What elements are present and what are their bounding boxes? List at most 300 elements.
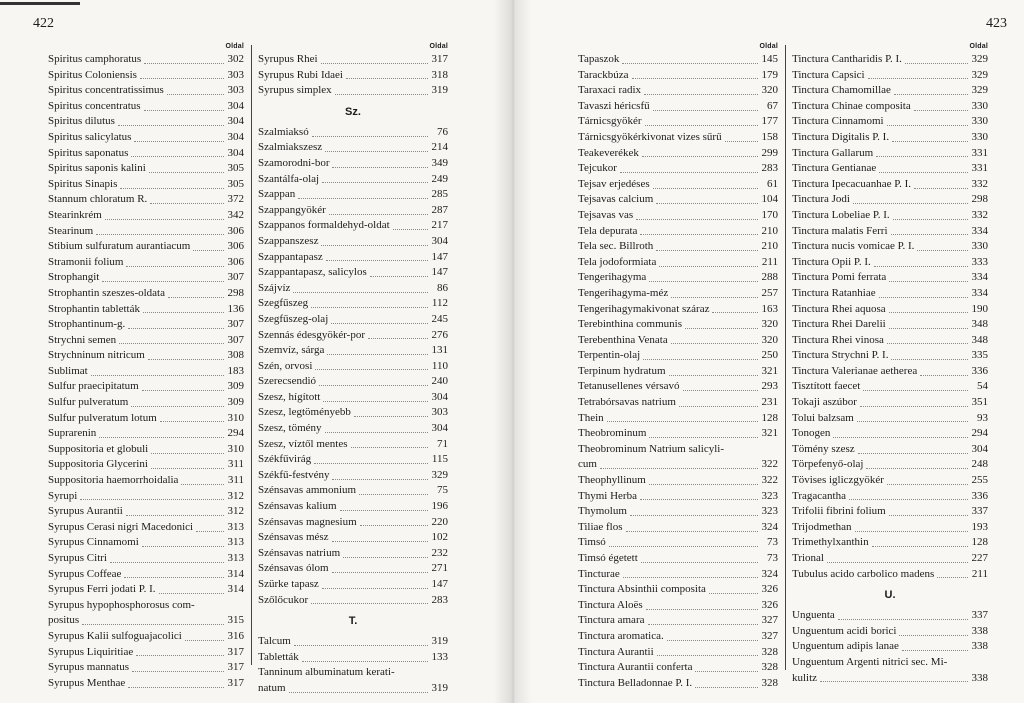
- dot-leader: [151, 452, 224, 454]
- entry-term: Tinctura Opii P. I.: [792, 255, 871, 268]
- entry-term: Syrupus Cinnamomi: [48, 536, 139, 549]
- entry-page: 193: [971, 520, 988, 533]
- index-entry: [792, 639, 988, 655]
- entry-term: Tinctura amara: [578, 614, 645, 627]
- entry-page: 302: [227, 53, 244, 65]
- index-entry: [792, 535, 988, 551]
- entry-term: cum: [578, 458, 597, 471]
- entry-term: Tincturae: [578, 567, 620, 580]
- entry-page: 54: [977, 380, 988, 393]
- entry-term: Tetanusellenes vérsavó: [578, 380, 680, 393]
- entry-page: 310: [227, 411, 244, 424]
- entry-term: Tokaji aszúbor: [792, 396, 857, 409]
- dot-leader: [185, 639, 224, 641]
- dot-leader: [645, 124, 758, 126]
- index-entry: [792, 333, 988, 349]
- index-entry: [258, 83, 448, 99]
- entry-term: Trijodmethan: [792, 520, 852, 533]
- entry-page: 313: [227, 552, 244, 564]
- entry-term: Tonogen: [792, 427, 831, 440]
- entry-page: 283: [761, 162, 778, 175]
- index-entry: [48, 333, 244, 349]
- dot-leader: [134, 140, 224, 142]
- entry-term: Tinctura Valerianae aetherea: [792, 364, 918, 377]
- entry-term: Spiritus saponis kalini: [48, 162, 146, 175]
- entry-term: Szappangyökér: [258, 203, 326, 216]
- index-entry: [578, 192, 778, 208]
- index-entry: [792, 411, 988, 427]
- index-entry: [48, 613, 244, 629]
- entry-term: Tinctura malatis Ferri: [792, 224, 888, 237]
- entry-page: 310: [227, 442, 244, 455]
- entry-page: 298: [971, 193, 988, 206]
- entry-page: 305: [227, 162, 244, 175]
- entry-page: 133: [431, 650, 448, 663]
- index-entry: [792, 270, 988, 286]
- entry-term: Tinctura Chinae composita: [792, 99, 911, 112]
- dot-leader: [874, 265, 968, 267]
- index-entry: [48, 224, 244, 240]
- entry-term: Spiritus Coloniensis: [48, 68, 137, 81]
- entry-page: 304: [431, 422, 448, 435]
- dot-leader: [879, 171, 968, 173]
- dot-leader: [167, 93, 224, 95]
- dot-leader: [321, 244, 428, 246]
- entry-page: 324: [761, 567, 778, 580]
- entry-page: 330: [971, 240, 988, 253]
- entry-term: Syrupus Rhei: [258, 53, 318, 65]
- entry-page: 298: [227, 286, 244, 299]
- index-entry: [258, 156, 448, 172]
- index-entry: [48, 208, 244, 224]
- index-entry: [258, 634, 448, 650]
- dot-leader: [368, 337, 428, 339]
- top-rule: [0, 2, 80, 5]
- entry-page: 220: [431, 515, 448, 528]
- entry-page: 309: [227, 380, 244, 393]
- entry-page: 147: [431, 266, 448, 279]
- entry-page: 312: [227, 489, 244, 502]
- entry-page: 299: [761, 146, 778, 159]
- index-entry: [258, 359, 448, 375]
- index-entry: [48, 364, 244, 380]
- entry-term: Syrupus mannatus: [48, 661, 129, 674]
- dot-leader: [657, 654, 758, 656]
- dot-leader: [294, 644, 428, 646]
- entry-page: 328: [761, 661, 778, 674]
- dot-leader: [727, 452, 758, 453]
- dot-leader: [887, 483, 968, 485]
- index-entry: [48, 473, 244, 489]
- entry-term: Trional: [792, 552, 824, 564]
- entry-term: Tragacantha: [792, 489, 846, 502]
- dot-leader: [143, 311, 224, 313]
- dot-leader: [636, 218, 758, 220]
- entry-term: Stramonii folium: [48, 255, 124, 268]
- dot-leader: [914, 109, 968, 111]
- column-header: Oldal: [969, 43, 988, 50]
- dot-leader: [80, 498, 224, 500]
- entry-term: Suppositoria haemorrhoidalia: [48, 474, 179, 487]
- index-entry: [792, 114, 988, 130]
- index-entry: [258, 665, 448, 681]
- index-entry: [578, 379, 778, 395]
- dot-leader: [902, 649, 968, 651]
- index-entry: [578, 317, 778, 333]
- index-entry: [48, 52, 244, 68]
- entry-term: Syrupus simplex: [258, 84, 332, 97]
- entry-term: Székfűvirág: [258, 453, 312, 466]
- entry-term: Tinctura Jodi: [792, 193, 850, 206]
- entry-term: Szamorodni-bor: [258, 156, 330, 169]
- index-entry: [792, 208, 988, 224]
- dot-leader: [343, 556, 428, 558]
- entry-term: Sulfur pulveratum lotum: [48, 411, 157, 424]
- entry-page: 320: [761, 333, 778, 346]
- entry-page: 322: [761, 458, 778, 471]
- entry-page: 304: [971, 442, 988, 455]
- right-column-1: [578, 42, 778, 691]
- entry-term: Tinctura Belladonnae P. I.: [578, 676, 693, 689]
- index-entry: [258, 546, 448, 562]
- dot-leader: [99, 436, 224, 438]
- column-header: Oldal: [429, 43, 448, 50]
- index-entry: [48, 629, 244, 645]
- dot-leader: [168, 296, 224, 298]
- dot-leader: [892, 140, 968, 142]
- dot-leader: [91, 374, 224, 376]
- entry-term: Talcum: [258, 635, 291, 648]
- entry-page: 329: [971, 68, 988, 81]
- index-entry: [578, 645, 778, 661]
- dot-leader: [622, 62, 758, 64]
- index-entry: [48, 146, 244, 162]
- dot-leader: [322, 587, 428, 589]
- entry-term: Timsó égetett: [578, 552, 638, 564]
- entry-term: Tinctura Absinthii composita: [578, 583, 706, 596]
- index-entry: [258, 593, 448, 609]
- entry-term: Suppositoria Glycerini: [48, 458, 148, 471]
- index-entry: [578, 83, 778, 99]
- dot-leader: [656, 249, 758, 251]
- index-entry: [48, 551, 244, 567]
- index-entry: [258, 483, 448, 499]
- entry-page: 326: [761, 598, 778, 611]
- entry-page: 349: [431, 156, 448, 169]
- dot-leader: [653, 187, 758, 189]
- index-entry: [258, 468, 448, 484]
- dot-leader: [325, 150, 428, 152]
- entry-page: 319: [431, 84, 448, 97]
- dot-leader: [894, 93, 968, 95]
- entry-page: 211: [761, 255, 778, 268]
- entry-term: Thein: [578, 411, 604, 424]
- index-entry: [48, 598, 244, 614]
- entry-page: 245: [431, 312, 448, 325]
- entry-page: 316: [227, 629, 244, 642]
- entry-page: 76: [437, 125, 448, 138]
- dot-leader: [329, 213, 428, 215]
- entry-page: 317: [431, 53, 448, 65]
- index-entry: [792, 192, 988, 208]
- entry-page: 311: [227, 474, 244, 487]
- dot-leader: [360, 524, 428, 526]
- entry-term: Stannum chloratum R.: [48, 193, 148, 206]
- entry-page: 217: [431, 219, 448, 232]
- index-entry: [578, 68, 778, 84]
- index-entry: [792, 489, 988, 505]
- entry-page: 321: [761, 427, 778, 440]
- entry-term: Szappanszesz: [258, 234, 319, 247]
- entry-term: Syrupus Coffeae: [48, 567, 122, 580]
- dot-leader: [889, 327, 968, 329]
- index-entry: [258, 218, 448, 234]
- index-entry: [792, 473, 988, 489]
- entry-term: Szénsavas natrium: [258, 546, 341, 559]
- entry-term: Syrupus Rubi Idaei: [258, 68, 343, 81]
- dot-leader: [683, 389, 758, 391]
- entry-term: Tinctura Aloës: [578, 598, 643, 611]
- entry-page: 322: [761, 474, 778, 487]
- entry-term: natum: [258, 681, 286, 694]
- dot-leader: [646, 608, 758, 610]
- dot-leader: [620, 171, 758, 173]
- entry-term: Tinctura Ratanhiae: [792, 286, 876, 299]
- dot-leader: [642, 155, 758, 157]
- entry-term: Syrupus Cerasi nigri Macedonici: [48, 520, 194, 533]
- entry-page: 317: [227, 676, 244, 689]
- entry-page: 276: [431, 328, 448, 341]
- entry-term: Tinctura Cinnamomi: [792, 115, 884, 128]
- entry-term: Szappantapasz: [258, 250, 323, 263]
- dot-leader: [656, 202, 758, 204]
- entry-term: Thymolum: [578, 505, 627, 518]
- index-entry: [792, 68, 988, 84]
- dot-leader: [110, 561, 224, 563]
- entry-page: 321: [761, 364, 778, 377]
- entry-term: Unguentum adipis lanae: [792, 640, 899, 653]
- dot-leader: [630, 514, 758, 516]
- dot-leader: [950, 665, 968, 666]
- entry-term: Tela jodoformiata: [578, 255, 657, 268]
- index-entry: [578, 613, 778, 629]
- entry-term: Tolui balzsam: [792, 411, 854, 424]
- dot-leader: [600, 467, 758, 469]
- index-entry: [792, 224, 988, 240]
- entry-term: Töménу szesz: [792, 442, 855, 455]
- entry-term: Stearinum: [48, 224, 94, 237]
- entry-term: Strophantin tabletták: [48, 302, 140, 315]
- entry-term: kulitz: [792, 671, 818, 684]
- entry-page: 128: [971, 536, 988, 549]
- entry-page: 328: [761, 676, 778, 689]
- section-heading-t: T.: [348, 615, 358, 628]
- index-entry: [792, 52, 988, 68]
- index-entry: [578, 146, 778, 162]
- dot-leader: [607, 420, 758, 422]
- dot-leader: [120, 187, 224, 189]
- entry-page: 319: [431, 635, 448, 648]
- entry-page: 158: [761, 130, 778, 143]
- index-entry: [578, 442, 778, 458]
- entry-page: 288: [761, 271, 778, 284]
- index-entry: [48, 286, 244, 302]
- entry-term: Szén, orvosi: [258, 359, 313, 372]
- entry-term: Tinctura Chamomillae: [792, 84, 891, 97]
- index-entry: [48, 161, 244, 177]
- index-entry: [258, 577, 448, 593]
- dot-leader: [148, 358, 224, 360]
- dot-leader: [311, 602, 428, 604]
- entry-term: Tinctura Strychni P. I.: [792, 349, 889, 362]
- entry-term: Tinctura nucis vomicae P. I.: [792, 240, 915, 253]
- index-entry: [258, 265, 448, 281]
- entry-term: Tejsavas vas: [578, 208, 634, 221]
- index-entry: [792, 286, 988, 302]
- dot-leader: [331, 322, 428, 324]
- entry-term: Spiritus saponatus: [48, 146, 129, 159]
- index-list: [258, 634, 448, 696]
- dot-leader: [144, 109, 224, 111]
- entry-page: 147: [431, 578, 448, 590]
- index-entry: [792, 239, 988, 255]
- entry-term: Szesz, hígított: [258, 390, 321, 403]
- dot-leader: [866, 467, 968, 469]
- index-entry: [48, 83, 244, 99]
- dot-leader: [144, 62, 224, 64]
- entry-page: 271: [431, 562, 448, 575]
- index-entry: [48, 660, 244, 676]
- entry-term: Spiritus camphoratus: [48, 53, 142, 65]
- entry-page: 311: [227, 458, 244, 471]
- entry-page: 334: [971, 224, 988, 237]
- entry-page: 240: [431, 375, 448, 388]
- entry-page: 183: [227, 364, 244, 377]
- index-entry: [48, 395, 244, 411]
- entry-term: Szénsavas ólom: [258, 562, 329, 575]
- dot-leader: [860, 405, 968, 407]
- index-entry: [48, 114, 244, 130]
- index-entry: [792, 83, 988, 99]
- entry-term: Spiritus concentratissimus: [48, 84, 164, 97]
- entry-term: Terebinthina communis: [578, 318, 683, 331]
- entry-page: 319: [431, 681, 448, 694]
- entry-term: Szénsavas ammonium: [258, 484, 357, 497]
- dot-leader: [140, 77, 224, 79]
- dot-leader: [314, 462, 428, 464]
- entry-page: 249: [431, 172, 448, 185]
- entry-term: Tapaszok: [578, 53, 620, 65]
- dot-leader: [124, 576, 224, 578]
- entry-term: Tinctura Rhei Darelii: [792, 318, 886, 331]
- dot-leader: [142, 545, 224, 547]
- dot-leader: [196, 530, 224, 532]
- entry-page: 303: [431, 406, 448, 419]
- index-entry: [48, 535, 244, 551]
- index-entry: [578, 348, 778, 364]
- dot-leader: [667, 639, 758, 641]
- dot-leader: [623, 576, 758, 578]
- entry-term: Syrupus Kalii sulfoguajacolici: [48, 629, 182, 642]
- dot-leader: [119, 342, 224, 344]
- right-column-2: [792, 42, 988, 686]
- index-entry: [48, 582, 244, 598]
- entry-page: 73: [767, 552, 778, 564]
- index-entry: [258, 187, 448, 203]
- dot-leader: [181, 483, 224, 485]
- index-entry: [578, 286, 778, 302]
- dot-leader: [917, 249, 968, 251]
- index-entry: [48, 411, 244, 427]
- entry-term: Szénsavas mész: [258, 531, 329, 544]
- dot-leader: [893, 218, 968, 220]
- dot-leader: [150, 202, 224, 204]
- entry-page: 338: [971, 671, 988, 684]
- dot-leader: [649, 280, 758, 282]
- index-entry: [578, 457, 778, 473]
- index-list: [258, 125, 448, 608]
- entry-term: Tinctura Pomi ferrata: [792, 271, 887, 284]
- index-entry: [258, 328, 448, 344]
- entry-term: Szénsavas kalium: [258, 500, 337, 513]
- entry-term: Tela depurata: [578, 224, 638, 237]
- left-column-2: [258, 42, 448, 697]
- index-entry: [792, 608, 988, 624]
- index-entry: [578, 535, 778, 551]
- index-entry: [258, 515, 448, 531]
- index-entry: [578, 504, 778, 520]
- index-entry: [48, 270, 244, 286]
- dot-leader: [321, 62, 428, 64]
- dot-leader: [131, 155, 224, 157]
- entry-page: 303: [227, 68, 244, 81]
- entry-term: Terebenthina Venata: [578, 333, 668, 346]
- index-entry: [792, 504, 988, 520]
- entry-page: 331: [971, 162, 988, 175]
- entry-page: 327: [761, 614, 778, 627]
- entry-page: 326: [761, 583, 778, 596]
- entry-page: 303: [227, 84, 244, 97]
- index-entry: [258, 390, 448, 406]
- entry-term: Stibium sulfuratum aurantiacum: [48, 240, 191, 253]
- entry-term: Tinctura Aurantii: [578, 645, 654, 658]
- index-entry: [578, 177, 778, 193]
- index-entry: [578, 473, 778, 489]
- entry-term: Tarackbúza: [578, 68, 629, 81]
- index-entry: [578, 567, 778, 583]
- entry-page: 211: [971, 567, 988, 580]
- entry-page: 332: [971, 208, 988, 221]
- index-entry: [48, 130, 244, 146]
- entry-page: 330: [971, 130, 988, 143]
- dot-leader: [671, 296, 758, 298]
- dot-leader: [644, 93, 758, 95]
- entry-page: 334: [971, 271, 988, 284]
- section-heading-u: U.: [884, 589, 896, 602]
- entry-term: Szantálfa-olaj: [258, 172, 320, 185]
- entry-page: 128: [761, 411, 778, 424]
- dot-leader: [838, 618, 968, 620]
- index-entry: [578, 52, 778, 68]
- index-entry: [578, 411, 778, 427]
- entry-term: Tinctura Gallarum: [792, 146, 874, 159]
- index-entry: [792, 567, 988, 583]
- entry-term: Syrupi: [48, 489, 78, 502]
- index-entry: [48, 317, 244, 333]
- entry-term: Tanninum albuminatum kerati-: [258, 666, 395, 679]
- dot-leader: [131, 405, 224, 407]
- index-entry: [578, 676, 778, 692]
